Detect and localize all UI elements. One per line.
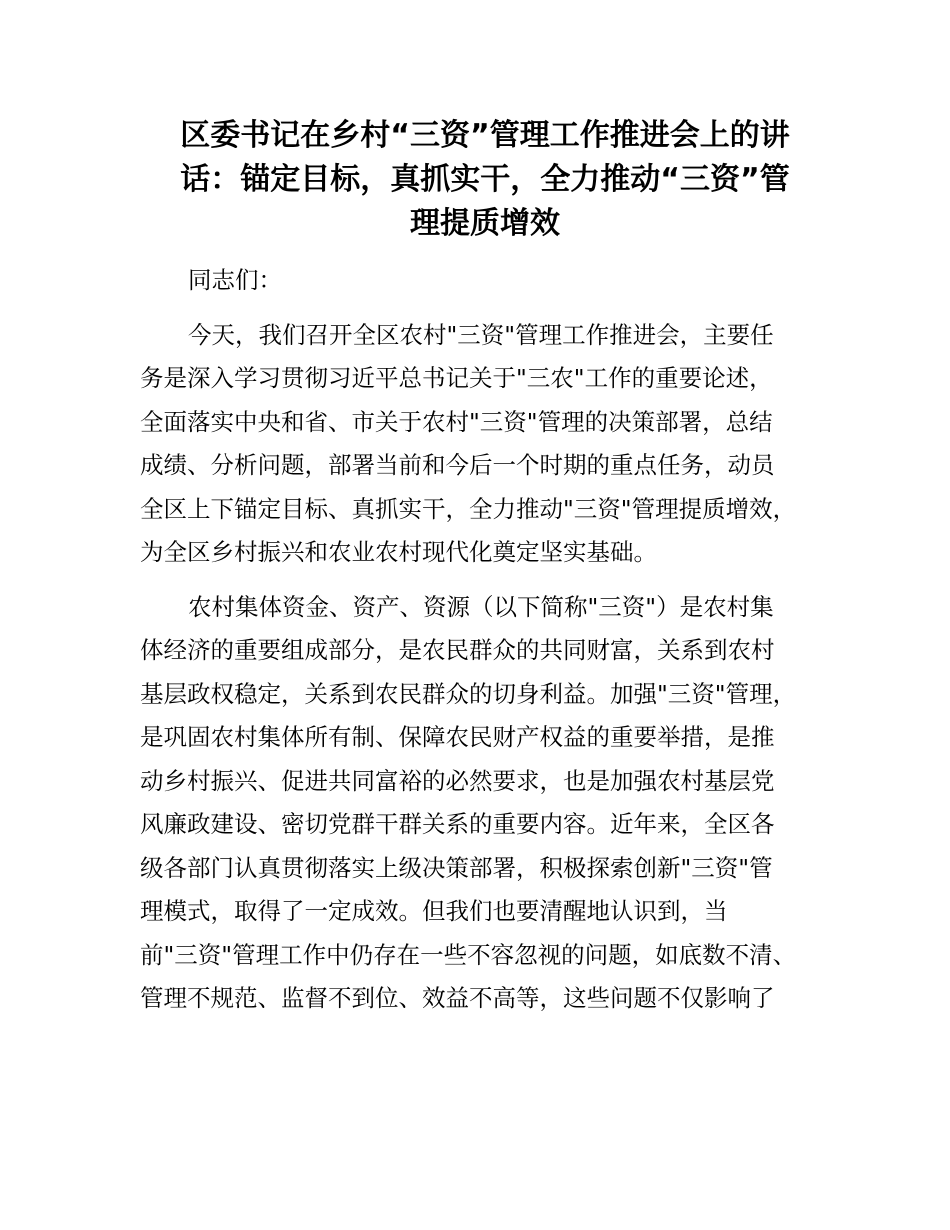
paragraph-line: 今天，我们召开全区农村"三资"管理工作推进会，主要任: [188, 320, 774, 349]
paragraph-2: [140, 586, 830, 1021]
document-title: [140, 114, 830, 246]
paragraph-line: 为全区乡村振兴和农业农村现代化奠定坚实基础。: [140, 538, 657, 566]
paragraph-line: 务是深入学习贯彻习近平总书记关于"三农"工作的重要论述，: [140, 364, 773, 392]
paragraph-line: 风廉政建设、密切党群干群关系的重要内容。近年来，全区各: [140, 810, 775, 838]
document-body: [140, 259, 830, 1032]
paragraph-line: 理模式，取得了一定成效。但我们也要清醒地认识到，当: [140, 897, 728, 925]
paragraph-line: 级各部门认真贯彻落实上级决策部署，积极探索创新"三资"管: [140, 853, 773, 882]
paragraph-line: 管理不规范、监督不到位、效益不高等，这些问题不仅影响了: [140, 984, 775, 1012]
paragraph-line: 体经济的重要组成部分，是农民群众的共同财富，关系到农村: [140, 636, 775, 664]
paragraph-line: 成绩、分析问题，部署当前和今后一个时期的重点任务，动员: [140, 451, 775, 479]
paragraph-line: 全面落实中央和省、市关于农村"三资"管理的决策部署，总结: [140, 407, 773, 436]
title-line-1: 区委书记在乡村“三资”管理工作推进会上的讲: [180, 118, 790, 153]
paragraph-line: 农村集体资金、资产、资源（以下简称"三资"）是农村集: [188, 592, 774, 621]
paragraph-line: 前"三资"管理工作中仍存在一些不容忽视的问题，如底数不清、: [140, 940, 797, 969]
salutation-paragraph: [140, 259, 830, 303]
paragraph-line: 全区上下锚定目标、真抓实干，全力推动"三资"管理提质增效，: [140, 494, 797, 523]
paragraph-line: 动乡村振兴、促进共同富裕的必然要求，也是加强农村基层党: [140, 766, 775, 795]
title-line-3: 理提质增效: [410, 206, 560, 241]
paragraph-line: 基层政权稳定，关系到农民群众的切身利益。加强"三资"管理，: [140, 679, 797, 708]
paragraph-line: 是巩固农村集体所有制、保障农民财产权益的重要举措，是推: [140, 723, 775, 751]
salutation: 同志们：: [188, 266, 282, 294]
title-line-2: 话：锚定目标，真抓实干，全力推动“三资”管: [180, 162, 790, 197]
paragraph-1: [140, 314, 830, 575]
